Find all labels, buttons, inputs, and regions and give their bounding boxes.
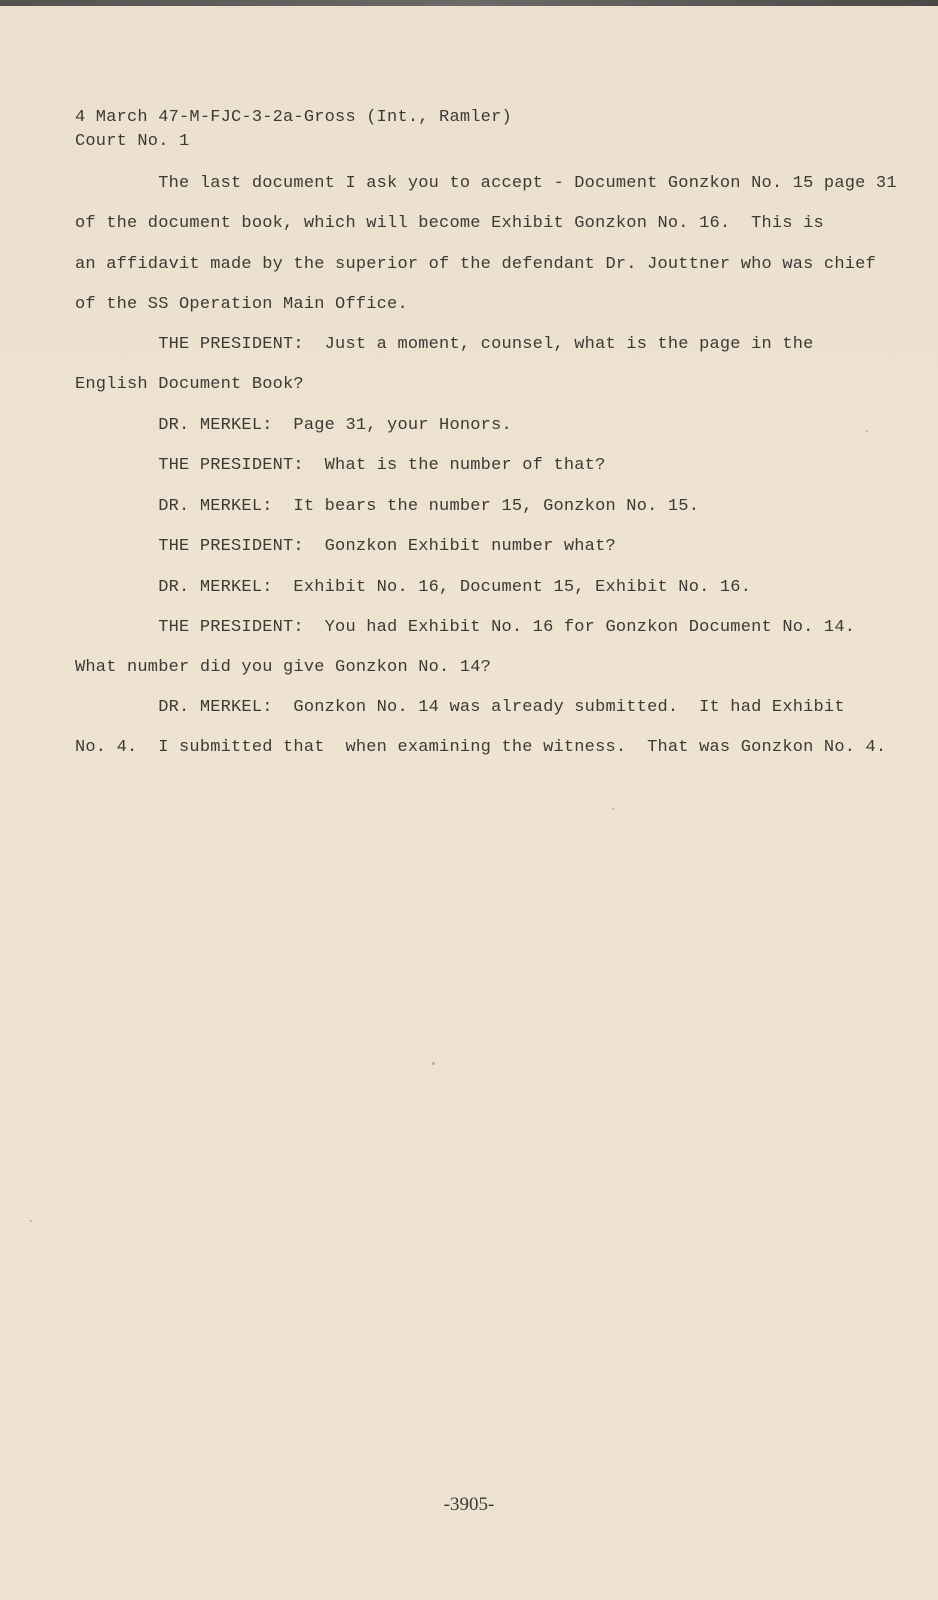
paper-speck [866,430,868,432]
paper-speck [30,1220,32,1222]
body-line: THE PRESIDENT: Just a moment, counsel, what is the page in the [75,335,814,354]
body-line: DR. MERKEL: Gonzkon No. 14 was already submitted. It had Exhibit [75,698,845,717]
body-line: The last document I ask you to accept - Document Gonzkon No. 15 page 31 [75,174,897,193]
body-line: No. 4. I submitted that when examining the witness. That was Gonzkon No. 4. [75,738,887,757]
body-line: of the document book, which will become Exhibit Gonzkon No. 16. This is [75,214,824,233]
body-line: THE PRESIDENT: What is the number of that? [75,456,606,475]
body-line: What number did you give Gonzkon No. 14? [75,658,492,677]
header-line-2: Court No. 1 [75,132,190,151]
paper-speck [612,808,614,810]
body-line: DR. MERKEL: Page 31, your Honors. [75,416,512,435]
body-line: of the SS Operation Main Office. [75,295,408,314]
header-line-1: 4 March 47-M-FJC-3-2a-Gross (Int., Ramler) [75,108,512,127]
paper-speck [432,1062,435,1065]
page-number: -3905- [443,1494,495,1515]
body-line: THE PRESIDENT: Gonzkon Exhibit number what? [75,537,616,556]
body-line: an affidavit made by the superior of the defendant Dr. Jouttner who was chief [75,255,876,274]
body-line: THE PRESIDENT: You had Exhibit No. 16 for Gonzkon Document No. 14. [75,618,856,637]
body-line: DR. MERKEL: Exhibit No. 16, Document 15, Exhibit No. 16. [75,578,752,597]
body-line: English Document Book? [75,375,304,394]
page-top-edge [0,0,938,6]
body-line: DR. MERKEL: It bears the number 15, Gonzkon No. 15. [75,497,700,516]
